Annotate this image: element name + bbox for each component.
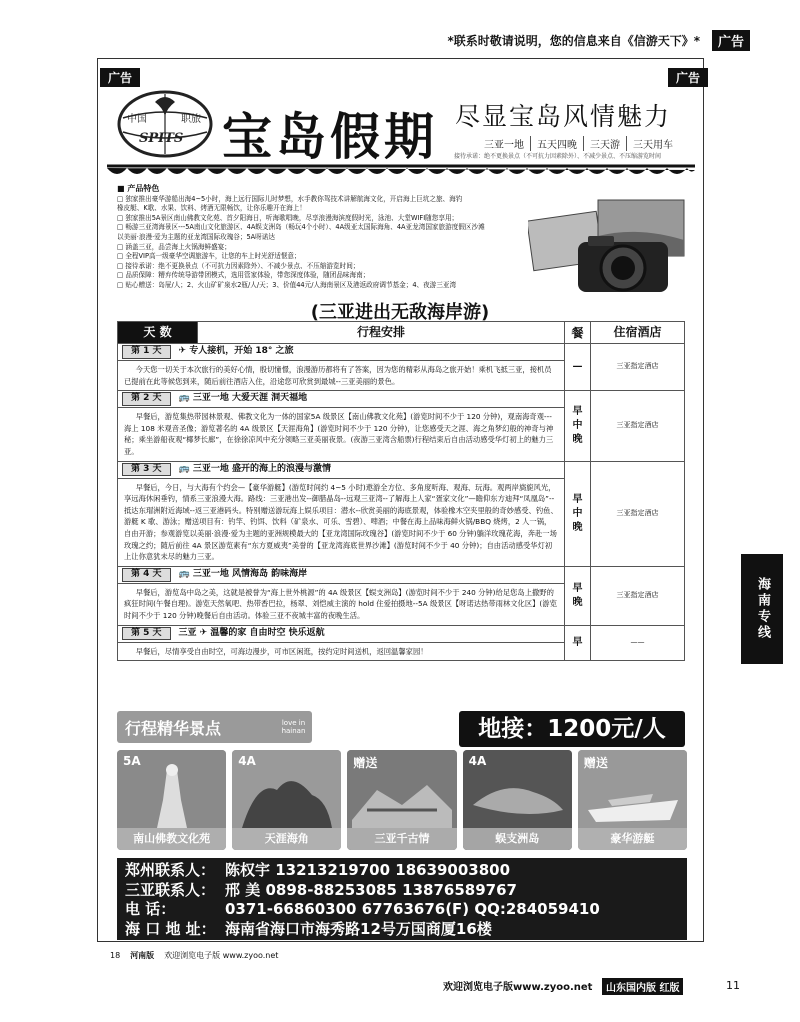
source-note: *联系时敬请说明，您的信息来自《信游天下》* <box>447 34 700 48</box>
product-options <box>484 136 673 151</box>
spits-logo-icon <box>115 88 215 160</box>
day-title: 三亚 ✈ 温馨的家 自由时空 快乐返航 <box>178 627 325 638</box>
day-label: 第 5 天 <box>122 627 171 641</box>
side-tab: 海南专线 <box>741 554 783 664</box>
table-row <box>118 461 685 478</box>
spot-caption: 蜈支洲岛 <box>463 828 572 850</box>
ad-tag-right: 广告 <box>668 68 708 87</box>
day-label: 第 3 天 <box>122 463 171 477</box>
day-title: 三亚一地 盛开的海上的浪漫与激情 <box>192 463 332 474</box>
contact-row <box>125 861 679 881</box>
feature-line: □ 全程VIP高一级豪华空调旅游车，让您的车上时光舒适惬意； <box>117 252 301 261</box>
hotel-cell: —— <box>591 625 685 661</box>
ad-tag-left: 广告 <box>100 68 140 87</box>
footer-page: 18 <box>110 951 121 960</box>
feature-line: □ 贴心赠送：岛屉/人；2、火山矿矿泉水2瓶/人/天；3、价值44元/人海南景区及港返政府调节基金；4、夜游三亚湾 <box>117 280 457 289</box>
footer-link[interactable]: 欢迎浏览电子版 www.zyoo.net <box>164 951 279 960</box>
footer-left <box>110 950 278 961</box>
table-row <box>118 391 685 408</box>
spot-caption: 豪华游艇 <box>578 828 687 850</box>
header-meal: 餐 <box>565 322 591 344</box>
spot-caption: 天涯海角 <box>232 828 341 850</box>
logo-text-right: 职旅 <box>181 114 201 125</box>
day-title: 三亚一地 风情海岛 韵味海岸 <box>192 568 308 579</box>
footer-edition: 山东国内版 红版 <box>602 978 683 995</box>
meal-cell: — <box>565 344 591 391</box>
slogan: 尽显宝岛风情魅力 <box>455 102 672 131</box>
day-desc: 早餐后，尽情享受自由时空，可海边漫步，可市区闲逛，按约定时间送机，返回温馨家园！ <box>118 642 565 661</box>
contact-panel <box>117 858 687 940</box>
meal-cell: 早 <box>565 625 591 661</box>
day-title: 三亚一地 大爱天涯 洞天福地 <box>192 393 308 404</box>
feature-line: □ 独家推出豪华游船出海4~5小时，海上远行国际儿时梦想，水手教你驾技术讲解航海文化，开启海上巨坑之旅、海钓 <box>117 194 463 203</box>
table-row <box>118 625 685 642</box>
spot-grade: 5A <box>123 754 141 768</box>
spot-caption: 南山佛教文化苑 <box>117 828 226 850</box>
feature-line: 以美丽·浪漫·爱为主题的亚龙湾国际玫瑰谷；5A呀诺达 <box>117 232 275 241</box>
top-strip <box>0 30 800 50</box>
contact-label: 海 口 地 址： <box>125 919 216 938</box>
highlights-title: 行程精华景点 <box>125 719 222 738</box>
contact-label: 电 话： <box>125 900 176 918</box>
header-days: 天 数 <box>118 322 198 344</box>
day-desc: 早餐后，游览集热带园林景观、佛教文化为一体的国家5A 级景区【南山佛教文化苑】(游览时间不少于 120 分钟)，观南海奇观---海上 108 米观音圣像；游览著名的 4A 级景区【天涯海角】(游览时间不少于 120 分钟)，让您感受天之涯、海之角梦幻般的神奇与神秘；乘坐游船夜观“椰梦长廊”，在徐徐凉风中充分领略三亚美丽夜景。(夜游三亚湾含船票)行程结束后自由活动感受华灯初上的魅力三亚。 <box>118 408 565 461</box>
spot-card <box>232 750 341 850</box>
service-promise: 接待承诺：绝不更换景点（不可抗力因素除外）、不减少景点、不压缩游览时间 <box>454 153 662 160</box>
contact-row <box>125 920 679 940</box>
hotel-cell: 三亚指定酒店 <box>591 566 685 625</box>
spot-card <box>347 750 456 850</box>
footer-page: 11 <box>726 979 740 992</box>
brand-name: 宝岛假期 <box>222 107 438 166</box>
feature-line: □ 畅游三亚湾海景区---5A南山文化旅游区、4A蜈支洲岛（畅玩4个小时）、4A级亚太国际海角、4A亚龙湾国家旅游度假区沙滩 <box>117 223 485 232</box>
footer-right <box>0 978 800 996</box>
wave-divider <box>107 160 695 180</box>
logo-text-bottom: SPITS <box>139 131 184 146</box>
route-title: (三亚进出无敌海岸游) <box>310 302 490 323</box>
contact-value: 海南省海口市海秀路12号万国商厦16楼 <box>225 919 492 938</box>
hotel-cell: 三亚指定酒店 <box>591 461 685 566</box>
spot-grade: 4A <box>468 754 487 768</box>
spot-caption: 三亚千古情 <box>347 828 456 850</box>
table-row <box>118 344 685 361</box>
option: 三天用车 <box>626 136 673 151</box>
option: 五天四晚 <box>530 136 577 151</box>
contact-label: 三亚联系人： <box>125 880 216 899</box>
product-features <box>117 184 517 291</box>
contact-label: 郑州联系人： <box>125 861 216 879</box>
bus-icon: 🚌 <box>178 393 193 404</box>
bus-icon: 🚌 <box>178 568 193 579</box>
meal-cell: 早 中 晚 <box>565 391 591 461</box>
hotel-cell: 三亚指定酒店 <box>591 344 685 391</box>
spot-card <box>463 750 572 850</box>
spot-grade: 4A <box>238 754 256 768</box>
day-label: 第 1 天 <box>122 345 171 359</box>
contact-value: 0371-66860300 67763676(F) QQ:284059410 <box>225 900 600 918</box>
spot-grade: 赠送 <box>353 756 378 770</box>
ad-label: 广告 <box>712 30 750 51</box>
meal-cell: 早 晚 <box>565 566 591 625</box>
contact-value: 陈权宇 13213219700 18639003800 <box>225 861 511 879</box>
highlights-banner <box>117 711 312 743</box>
contact-row <box>125 900 679 920</box>
header-hotel: 住宿酒店 <box>591 322 685 344</box>
camera-photo-image <box>528 196 688 298</box>
day-label: 第 2 天 <box>122 392 171 406</box>
day-desc: 早餐后，游览岛中岛之美，这就是被誉为“海上世外桃源”的 4A 级景区【蜈支洲岛】(游览时间不少于 240 分钟)给足您岛上撒野的疯狂时间(午餐自理)。游览天然氧吧、热带香巴拉，杨翠、刘恺威主演的 hold 住爱拍摄地--5A 级景区【呀诺达热带雨林文化区】(游览时间不少于 120 分钟)晚餐后自由活动。体验三亚不夜城丰富的夜晚生活。 <box>118 583 565 625</box>
footer-edition: 河南版 <box>130 951 155 960</box>
day-title: ✈ 专人接机，开始 18° 之旅 <box>178 346 294 357</box>
table-row <box>118 566 685 583</box>
table-header <box>118 322 685 344</box>
meal-cell: 早 中 晚 <box>565 461 591 566</box>
option: 三天游 <box>583 136 620 151</box>
highlights-subtitle: love in hainan <box>281 719 306 735</box>
day-label: 第 4 天 <box>122 568 171 582</box>
feature-line: □ 品质保障：糟弃传统导游带团模式，选用管家体验，带您深度体验，随团品味海南； <box>117 271 370 280</box>
header-plan: 行程安排 <box>198 322 565 344</box>
hotel-cell: 三亚指定酒店 <box>591 391 685 461</box>
spot-gallery <box>117 750 687 850</box>
price-badge: 地接：1200元/人 <box>459 711 685 747</box>
logo-text-left: 中国 <box>127 114 147 125</box>
feature-line: □ 独家推出5A景区南山佛教文化苑、首夕阳海日，听海歌唱晚，尽享浪漫海滨度假时光，泳池、大堂WIFI随您享用； <box>117 213 459 222</box>
bus-icon: 🚌 <box>178 463 193 474</box>
day-desc: 早餐后，今日，与大海有个约会—【豪华游艇】(游览时间约 4~5 小时)遨游全方位、多角度听海、观海、玩海。观两岸旖旎风光，享远海休闲垂钓，情系三亚浪漫大海。路线：三亚港出发--御腊晶岛--远观三亚湾--了解海上人家“疍家文化”—瞻仰东方迪拜“凤凰岛”--抵达东瑁洲附近海域--返三亚港码头。特别赠送游玩海上娱乐项目：潜水--欣赏美丽的海底景观，体验橡木空夹里般的奇妙感受、钓鱼、游艇 K 歌、游泳；赠送项目有：钓竿、钓饵、饮料（矿泉水、可乐、雪碧）、啤酒；中餐在海上品味海鲜火锅/BBQ 烧烤，2 人一锅，自由开游；参观游览以美丽·浪漫·爱为主题的亚洲规模最大的【亚龙湾国际玫瑰谷】(游览时间不少于 60 分钟)躺洋玫瑰花海，奔赴一场玫瑰之约；随后前往 4A 景区游览素有“东方夏威夷”美誉的【亚龙湾海底世界沙滩】(游览时间不少于 40 分钟)；自由活动感受华灯初上让你意犹未尽的魅力三亚。 <box>118 478 565 566</box>
option: 三亚一地 <box>484 140 524 151</box>
spot-grade: 赠送 <box>583 756 608 770</box>
features-title: ■ 产品特色 <box>117 184 160 193</box>
itinerary-table <box>117 321 685 661</box>
feature-line: □ 涵盖三亚，品尝海上火锅海鲜盛宴； <box>117 242 231 251</box>
spot-card <box>117 750 226 850</box>
spot-card <box>578 750 687 850</box>
feature-line: □ 接待承诺：绝不更换景点（不可抗力因素除外）、不减少景点、不压缩游览时间； <box>117 261 360 270</box>
contact-row <box>125 881 679 901</box>
feature-line: 橡皮艇、K歌、水果、饮料、烤酒无限畅饮，让你乐趣开在海上！ <box>117 204 306 213</box>
contact-value: 邢 美 0898-88253085 13876589767 <box>225 880 517 899</box>
day-desc: 今天您一切关于本次旅行的美好心情，殷切憧憬，浪漫游历都将有了答案，因为您的精彩从海岛之旅开始！乘机飞抵三亚，接机员已提前在此等候您到来，随后前往酒店入住，沿途您可欣赏到最城--三亚美丽的景色。 <box>118 361 565 391</box>
footer-link[interactable]: 欢迎浏览电子版www.zyoo.net <box>443 982 593 993</box>
